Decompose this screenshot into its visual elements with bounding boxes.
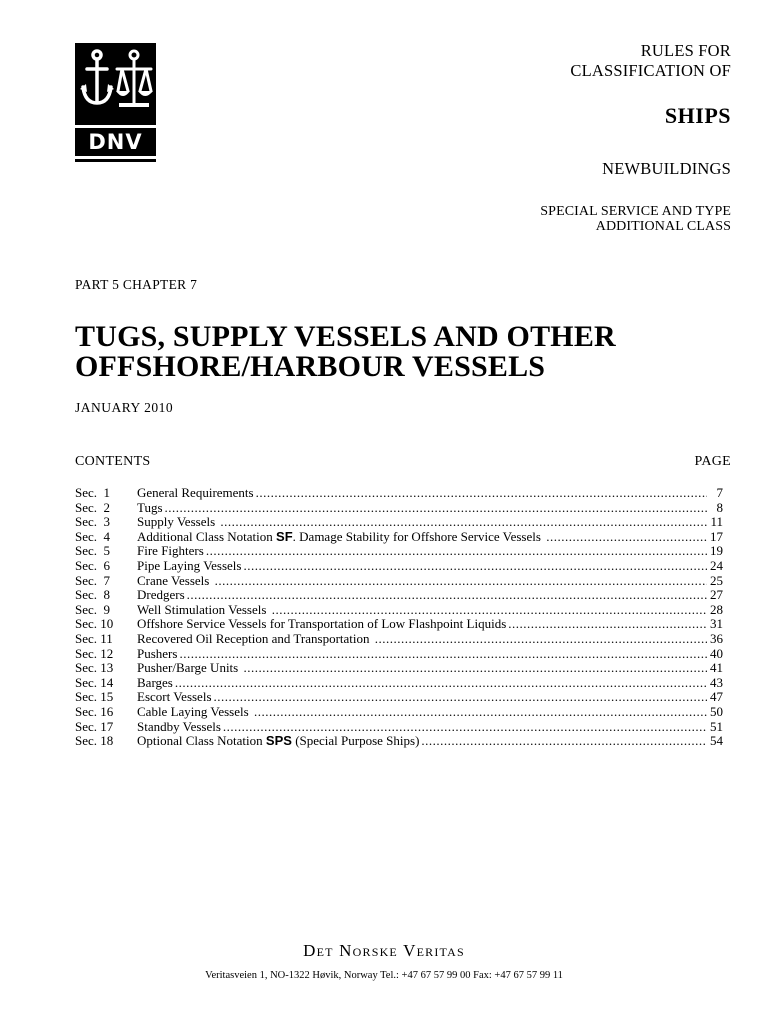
toc-leader-dots <box>206 544 707 559</box>
toc-leader-dots <box>243 559 707 574</box>
toc-section-title <box>137 734 419 749</box>
toc-row[interactable] <box>75 720 723 735</box>
toc-row[interactable] <box>75 588 723 603</box>
toc-leader-dots <box>421 734 707 749</box>
toc-section-title: Pipe Laying Vessels <box>137 557 242 573</box>
toc-page-number: 8 <box>716 499 723 515</box>
toc-row[interactable] <box>75 574 723 589</box>
toc-row[interactable] <box>75 617 723 632</box>
toc-row[interactable] <box>75 559 723 574</box>
toc-section-title: Supply Vessels <box>137 514 219 530</box>
toc-leader-dots <box>546 530 707 545</box>
toc-leader-dots <box>220 515 707 530</box>
toc-page-number: 11 <box>710 514 723 530</box>
toc-section-title: Standby Vessels <box>137 718 221 734</box>
toc-row[interactable] <box>75 515 723 530</box>
toc-section-title: Cable Laying Vessels <box>137 703 252 719</box>
toc-page-number: 50 <box>710 703 723 719</box>
toc-page-number: 24 <box>710 557 723 573</box>
toc-section-number: Sec. 14 <box>75 674 114 690</box>
toc-leader-dots <box>223 720 707 735</box>
rules-heading <box>570 41 731 81</box>
toc-section-title: Well Stimulation Vessels <box>137 601 270 617</box>
class-notation: SPS <box>265 733 292 749</box>
toc-title-suffix: (Special Purpose Ships) <box>291 733 420 749</box>
toc-row[interactable] <box>75 647 723 662</box>
toc-section-number: Sec. 15 <box>75 689 114 705</box>
toc-row[interactable] <box>75 705 723 720</box>
part-chapter: PART 5 CHAPTER 7 <box>75 277 198 292</box>
toc-leader-dots <box>256 486 707 501</box>
toc-section-number: Sec. 13 <box>75 660 114 676</box>
toc-row[interactable] <box>75 486 723 501</box>
toc-section-number: Sec. 4 <box>75 528 111 544</box>
toc-page-number: 7 <box>716 485 723 500</box>
rules-line2: CLASSIFICATION OF <box>570 61 731 80</box>
toc-section-number: Sec. 10 <box>75 616 114 632</box>
toc-row[interactable] <box>75 661 723 676</box>
toc-section-number: Sec. 12 <box>75 645 114 661</box>
toc-section-number: Sec. 9 <box>75 601 111 617</box>
toc-row[interactable] <box>75 734 723 749</box>
toc-row[interactable] <box>75 603 723 618</box>
special-line1: SPECIAL SERVICE AND TYPE <box>540 204 731 219</box>
toc-section-title: Dredgers <box>137 587 185 603</box>
special-service-heading <box>540 204 731 234</box>
toc-row[interactable] <box>75 501 723 516</box>
toc-leader-dots <box>175 676 707 691</box>
toc-section-title: General Requirements <box>137 485 254 500</box>
toc-section-number: Sec. 8 <box>75 587 111 603</box>
toc-page-number: 25 <box>710 572 723 588</box>
toc-page-number: 54 <box>710 733 723 749</box>
toc-row[interactable] <box>75 530 723 545</box>
toc-page-number: 36 <box>710 630 723 646</box>
toc-page-number: 17 <box>710 528 723 544</box>
table-of-contents <box>75 486 723 749</box>
toc-page-number: 40 <box>710 645 723 661</box>
toc-section-number: Sec. 6 <box>75 557 111 573</box>
toc-section-title: Offshore Service Vessels for Transportation of Low Flashpoint Liquids <box>137 616 507 632</box>
toc-section-number: Sec. 5 <box>75 543 111 559</box>
newbuildings-heading: NEWBUILDINGS <box>602 159 731 178</box>
toc-page-number: 19 <box>710 543 723 559</box>
title-line1: TUGS, SUPPLY VESSELS AND OTHER <box>75 320 616 353</box>
toc-leader-dots <box>187 588 707 603</box>
toc-section-title: Tugs <box>137 499 163 515</box>
toc-page-number: 47 <box>710 689 723 705</box>
logo-text: DNV <box>88 130 143 154</box>
toc-title-prefix: Additional Class Notation <box>137 528 277 544</box>
toc-section-number: Sec. 1 <box>75 485 111 500</box>
toc-section-number: Sec. 16 <box>75 703 114 719</box>
toc-page-number: 43 <box>710 674 723 690</box>
toc-section-number: Sec. 11 <box>75 630 113 646</box>
toc-leader-dots <box>272 603 707 618</box>
toc-leader-dots <box>165 501 707 516</box>
class-notation: SF <box>276 528 293 544</box>
toc-section-title: Pushers <box>137 645 178 661</box>
toc-section-number: Sec. 3 <box>75 514 111 530</box>
toc-section-title: Crane Vessels <box>137 572 213 588</box>
toc-section-title: Barges <box>137 674 173 690</box>
footer-company: Det Norske Veritas <box>303 941 465 960</box>
toc-row[interactable] <box>75 632 723 647</box>
page-heading: PAGE <box>694 454 731 469</box>
toc-row[interactable] <box>75 690 723 705</box>
dnv-logo <box>75 43 156 162</box>
toc-section-title: Escort Vessels <box>137 689 212 705</box>
toc-section-number: Sec. 17 <box>75 718 114 734</box>
toc-title-suffix: . Damage Stability for Offshore Service Vessels <box>292 528 545 544</box>
rules-line1: RULES FOR <box>640 41 731 60</box>
toc-leader-dots <box>243 661 707 676</box>
edition-date: JANUARY 2010 <box>75 400 174 415</box>
toc-section-title: Fire Fighters <box>137 543 204 559</box>
toc-section-title: Pusher/Barge Units <box>137 660 242 676</box>
toc-leader-dots <box>214 690 707 705</box>
toc-section-number: Sec. 7 <box>75 572 111 588</box>
footer-address: Veritasveien 1, NO-1322 Høvik, Norway Tel.: +47 67 57 99 00 Fax: +47 67 57 99 11 <box>205 970 563 981</box>
toc-page-number: 51 <box>710 718 723 734</box>
special-line2: ADDITIONAL CLASS <box>595 219 731 234</box>
toc-row[interactable] <box>75 676 723 691</box>
toc-section-number: Sec. 18 <box>75 733 114 749</box>
toc-section-title: Recovered Oil Reception and Transportation <box>137 630 373 646</box>
toc-leader-dots <box>215 574 707 589</box>
toc-section-title <box>137 530 544 545</box>
ships-heading: SHIPS <box>664 103 731 128</box>
toc-section-number: Sec. 2 <box>75 499 111 515</box>
toc-page-number: 41 <box>710 660 723 676</box>
toc-title-prefix: Optional Class Notation <box>137 733 266 749</box>
toc-page-number: 27 <box>710 587 723 603</box>
toc-leader-dots <box>508 617 707 632</box>
toc-leader-dots <box>375 632 707 647</box>
document-title <box>75 322 616 382</box>
toc-leader-dots <box>254 705 707 720</box>
toc-page-number: 28 <box>710 601 723 617</box>
toc-row[interactable] <box>75 544 723 559</box>
title-line2: OFFSHORE/HARBOUR VESSELS <box>75 350 546 383</box>
toc-page-number: 31 <box>710 616 723 632</box>
toc-leader-dots <box>179 647 707 662</box>
contents-heading: CONTENTS <box>75 454 151 469</box>
